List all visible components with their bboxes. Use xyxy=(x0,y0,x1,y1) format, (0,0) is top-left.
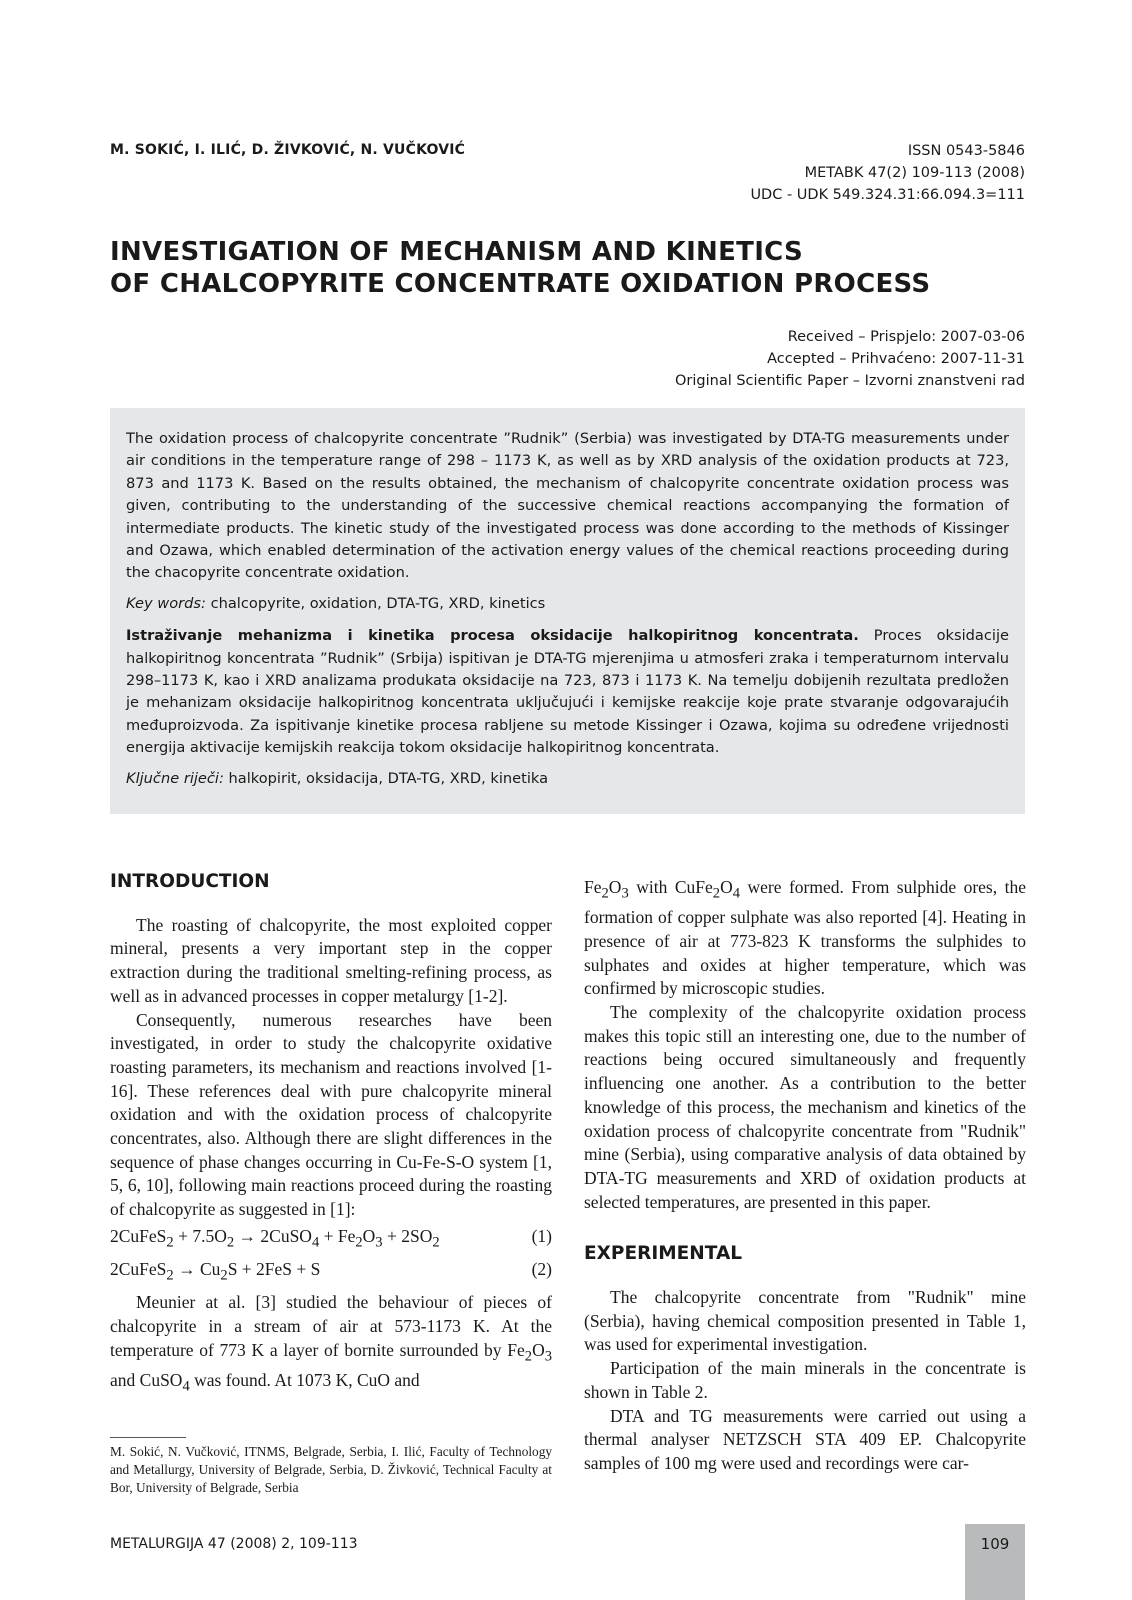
keywords xyxy=(126,593,1009,615)
right-column xyxy=(584,876,1026,1476)
right-paragraph-2: The complexity of the chalcopyrite oxidation process makes this topic still an interesting one, due to the number of reactions being occured simultaneously and frequently influencing one another. As a contribution to the better knowledge of this process, the mechanism and kinetics of the oxidation process of chalcopyrite concentrate from "Rudnik" mine (Serbia), using comparative analysis of data obtained by DTA-TG measurements and XRD of oxidation products at selected temperatures, are presented in this paper. xyxy=(584,1002,1026,1212)
equation-1 xyxy=(110,1225,552,1255)
paper-type: Original Scientific Paper – Izvorni znanstveni rad xyxy=(675,373,1025,389)
section-heading-introduction: INTRODUCTION xyxy=(110,871,270,892)
right-paragraph-1-mid: with xyxy=(628,877,675,897)
author-affiliations-footnote: M. Sokić, N. Vučković, ITNMS, Belgrade, Serbia, I. Ilić, Faculty of Technology and Metallurgy, University of Belgrade, Serbia, D. Živković, Technical Faculty at Bor, University of Belgrade, Serbia xyxy=(110,1444,552,1495)
abstract-text: The oxidation process of chalcopyrite concentrate ”Rudnik” (Serbia) was investigated by DTA-TG measurements under air conditions in the temperature range of 298 – 1173 K, as well as by XRD analysis of the oxidation products at 723, 873 and 1173 K. Based on the results obtained, the mechanism of chalcopyrite concentrate oxidation process was given, contributing to the understanding of the successive chemical reactions accompanying the formation of intermediate products. The kinetic study of the investigated process was done according to the methods of Kissinger and Ozawa, which enabled determination of the activation energy values of the chemical reactions proceeding during the chacopyrite concentrate oxidation. xyxy=(126,430,1009,582)
abstract-croatian-title: Istraživanje mehanizma i kinetika procesa oksidacije halkopiritnog koncentrata. xyxy=(126,627,859,645)
journal-identifiers xyxy=(750,140,1025,206)
right-paragraph-1: $Fe_2O_3$ with $CuFe_2O_4$ were formed. From sulphide ores, the formation of copper sulphate was also reported [4]. Heating in presence of air at 773-823 K transforms the sulphides to sulphates and oxides at higher temperature, which was confirmed by microscopic studies. xyxy=(584,877,1026,999)
abstract-croatian xyxy=(126,625,1009,759)
abstract-croatian-text: Proces oksidacije halkopiritnog koncentrata ”Rudnik” (Srbija) ispitivan je DTA-TG mjerenjima u atmosferi zraka i temperaturnom intervalu 298–1173 K, kao i XRD analizama produkata oksidacije na 723, 873 i 1173 K. Na temelju dobijenih rezultata predložen je mehanizam oksidacije halkopiritnog koncentrata uključujući i kemijske reakcije koje prate stvaranje odgovarajućih međuproizvoda. Za ispitivanje kinetike procesa rabljene su metode Kissinger i Ozawa, kojima su određene vrijednosti energija aktivacije kemijskih reakcija tokom oksidacije halkopiritnog koncentrata. xyxy=(126,627,1009,757)
keywords-croatian-label: Ključne riječi: xyxy=(126,769,224,787)
metabk: METABK 47(2) 109-113 (2008) xyxy=(804,165,1025,181)
journal-footer: METALURGIJA 47 (2008) 2, 109-113 xyxy=(110,1536,358,1552)
experimental-paragraph-2: Participation of the main minerals in the concentrate is shown in Table 2. xyxy=(584,1358,1026,1402)
paper-title-line-2: OF CHALCOPYRITE CONCENTRATE OXIDATION PROCESS xyxy=(110,269,931,299)
udc: UDC - UDK 549.324.31:66.094.3=111 xyxy=(750,187,1025,203)
intro-paragraph-3-mid-2: was found. At 1073 K, CuO and xyxy=(189,1369,420,1390)
author-list: M. SOKIĆ, I. ILIĆ, D. ŽIVKOVIĆ, N. VUČKOVIĆ xyxy=(110,142,466,158)
experimental-paragraph-1: The chalcopyrite concentrate from "Rudnik" mine (Serbia), having chemical composition presented in Table 1, was used for experimental investigation. xyxy=(584,1287,1026,1355)
accepted-date: Accepted – Prihvaćeno: 2007-11-31 xyxy=(767,351,1025,367)
footnote-divider xyxy=(110,1437,186,1438)
intro-paragraph-2: Consequently, numerous researches have been investigated, in order to study the chalcopyrite oxidative roasting parameters, its mechanism and reactions involved [1-16]. These references deal with pure chalcopyrite mineral oxidation and with the oxidation process of chalcopyrite concentrates, also. Although there are slight differences in the sequence of phase changes occurring in Cu-Fe-S-O system [1, 5, 6, 10], following main reactions proceed during the roasting of chalcopyrite as suggested in [1]: xyxy=(110,1009,552,1220)
keywords-values: chalcopyrite, oxidation, DTA-TG, XRD, kinetics xyxy=(205,594,546,612)
equation-1-formula: 2CuFeS$_2$ + $7.5O_2$ → 2CuSO$_4$ + $Fe_2O_3 + 2SO_2$ xyxy=(110,1225,440,1251)
abstract-box xyxy=(110,408,1025,814)
issn: ISSN 0543-5846 xyxy=(907,143,1025,159)
paper-dates xyxy=(675,326,1025,392)
page-number: 109 xyxy=(965,1524,1025,1600)
intro-paragraph-1: The roasting of chalcopyrite, the most exploited copper mineral, presents a very important step in the copper extraction during the traditional smelting-refining process, as well as in advanced processes in copper metalurgy [1-2]. xyxy=(110,914,552,1006)
section-heading-experimental: EXPERIMENTAL xyxy=(584,1243,743,1265)
received-date: Received – Prispjelo: 2007-03-06 xyxy=(787,329,1025,345)
equation-2-formula: 2CuFeS$_2$ → $Cu_2S + 2FeS + S$ xyxy=(110,1259,321,1284)
keywords-croatian xyxy=(126,768,1009,790)
paper-title-line-1: INVESTIGATION OF MECHANISM AND KINETICS xyxy=(110,237,804,267)
right-paragraph-1-rest: were formed. From sulphide ores, the formation of copper sulphate was also reported [4]. Heating in presence of air at 773-823 K transforms the sulphides to sulphates and oxides at higher temperature, which was confirmed by microscopic studies. xyxy=(584,877,1026,999)
experimental-paragraph-3: DTA and TG measurements were carried out using a thermal analyser NETZSCH STA 409 EP. Chalcopyrite samples of 100 mg were used and recordings were car- xyxy=(584,1405,1026,1473)
intro-paragraph-3-mid-1: and xyxy=(110,1369,140,1390)
keywords-label: Key words: xyxy=(126,594,206,612)
intro-paragraph-3-start: Meunier at al. [3] studied the behaviour of pieces of chalcopyrite in a stream of air at 573-1173 K. At the temperature of 773 K a layer of bornite surrounded by xyxy=(110,1292,552,1360)
equation-2 xyxy=(110,1258,552,1288)
equation-2-number: (2) xyxy=(531,1259,552,1280)
paper-title xyxy=(110,236,930,300)
keywords-croatian-values: halkopirit, oksidacija, DTA-TG, XRD, kinetika xyxy=(223,769,549,787)
equation-1-number: (1) xyxy=(531,1225,552,1246)
left-column xyxy=(110,870,552,1399)
intro-paragraph-3: Meunier at al. [3] studied the behaviour of pieces of chalcopyrite in a stream of air at 573-1173 K. At the temperature of 773 K a layer of bornite surrounded by $Fe_2O_3$ and CuSO$_4$ was found. At 1073 K, CuO and xyxy=(110,1292,552,1395)
